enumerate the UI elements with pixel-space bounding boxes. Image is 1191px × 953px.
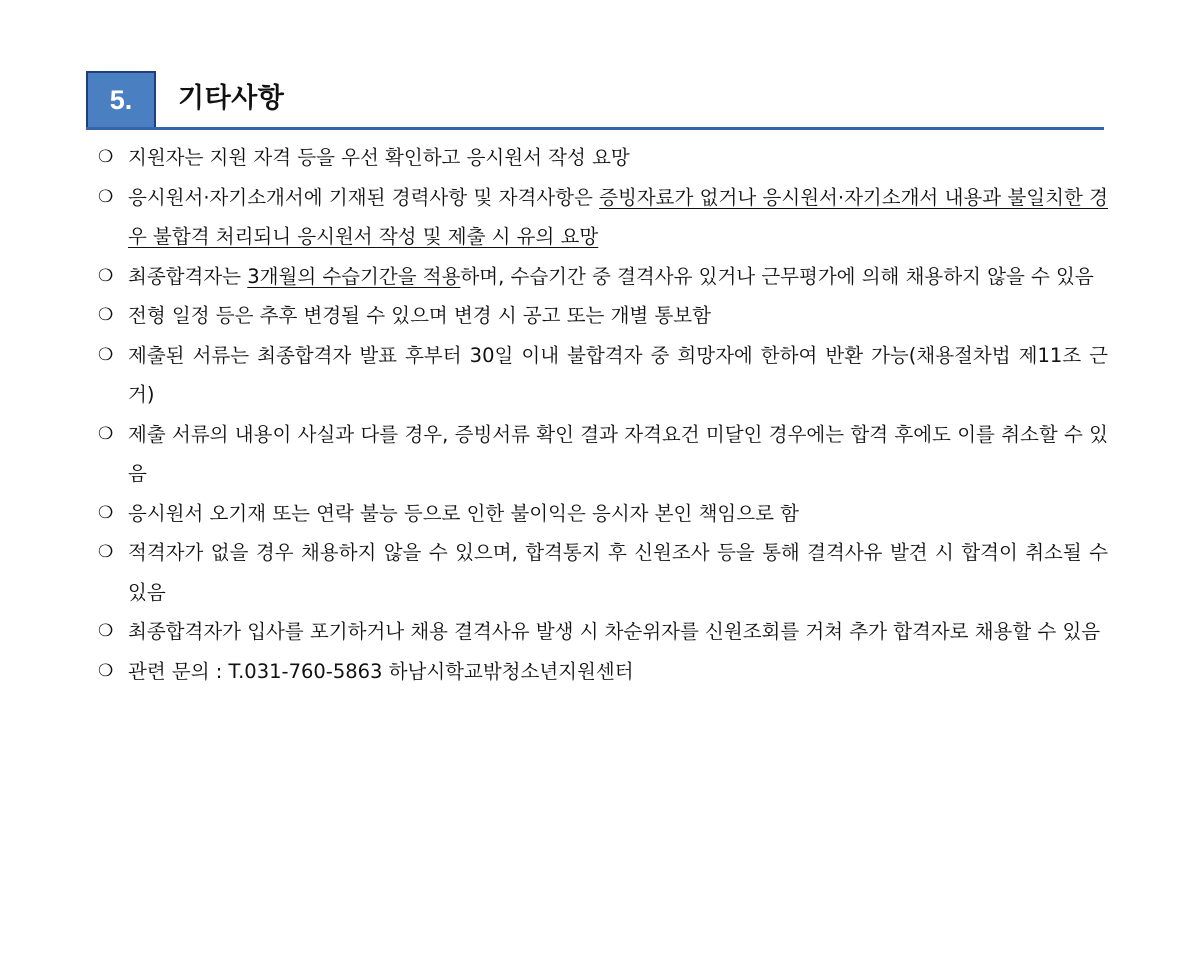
circle-bullet-icon: ❍ [98, 542, 114, 562]
list-item [98, 415, 1108, 494]
list-item [98, 336, 1108, 415]
underlined-text: 3개월의 수습기간을 적용 [247, 264, 461, 288]
item-text: 최종합격자는 [128, 264, 248, 288]
section-number: 5. [86, 71, 156, 129]
item-text: 관련 문의 : T.031-760-5863 하남시학교밖청소년지원센터 [128, 659, 634, 683]
list-item [98, 138, 1108, 178]
item-text: 최종합격자가 입사를 포기하거나 채용 결격사유 발생 시 차순위자를 신원조회를 거쳐 추가 합격자로 채용할 수 있음 [128, 620, 1101, 643]
section-title: 기타사항 [178, 83, 285, 114]
item-text: 응시원서·자기소개서에 기재된 경력사항 및 자격사항은 [128, 185, 600, 209]
item-text: 제출 서류의 내용이 사실과 다를 경우, 증빙서류 확인 결과 자격요건 미달인 경우에는 합격 후에도 이를 취소할 수 있음 [128, 422, 1108, 485]
item-text: 지원자는 지원 자격 등을 우선 확인하고 응시원서 작성 요망 [128, 146, 630, 169]
notes-list [98, 138, 1108, 691]
circle-bullet-icon: ❍ [98, 186, 114, 207]
list-item [98, 652, 1108, 692]
item-text: 전형 일정 등은 추후 변경될 수 있으며 변경 시 공고 또는 개별 통보함 [128, 304, 711, 327]
circle-bullet-icon: ❍ [98, 265, 114, 286]
item-text: 하며, 수습기간 중 결격사유 있거나 근무평가에 의해 채용하지 않을 수 있음 [460, 264, 1094, 288]
list-item [98, 178, 1108, 257]
circle-bullet-icon: ❍ [98, 305, 114, 325]
section-divider [86, 127, 1104, 130]
circle-bullet-icon: ❍ [98, 147, 114, 167]
item-text: 적격자가 없을 경우 채용하지 않을 수 있으며, 합격통지 후 신원조사 등을 통해 결격사유 발견 시 합격이 취소될 수 있음 [128, 541, 1108, 604]
circle-bullet-icon: ❍ [98, 344, 114, 365]
list-item [98, 296, 1108, 336]
circle-bullet-icon: ❍ [98, 660, 114, 681]
section-header [86, 71, 1104, 131]
list-item [98, 494, 1108, 534]
list-item [98, 612, 1108, 652]
item-text: 제출된 서류는 최종합격자 발표 후부터 30일 이내 불합격자 중 희망자에 한하여 반환 가능(채용절차법 제11조 근거) [128, 343, 1108, 406]
circle-bullet-icon: ❍ [98, 502, 114, 523]
list-item [98, 257, 1108, 297]
list-item [98, 533, 1108, 612]
circle-bullet-icon: ❍ [98, 423, 114, 444]
circle-bullet-icon: ❍ [98, 621, 114, 641]
item-text: 응시원서 오기재 또는 연락 불능 등으로 인한 불이익은 응시자 본인 책임으로 함 [128, 501, 799, 525]
underlined-text: 증빙자료가 없거나 응시원서·자기소개서 내용과 불일치한 경우 불합격 처리되니 응시원서 작성 및 제출 시 유의 요망 [128, 185, 1108, 248]
